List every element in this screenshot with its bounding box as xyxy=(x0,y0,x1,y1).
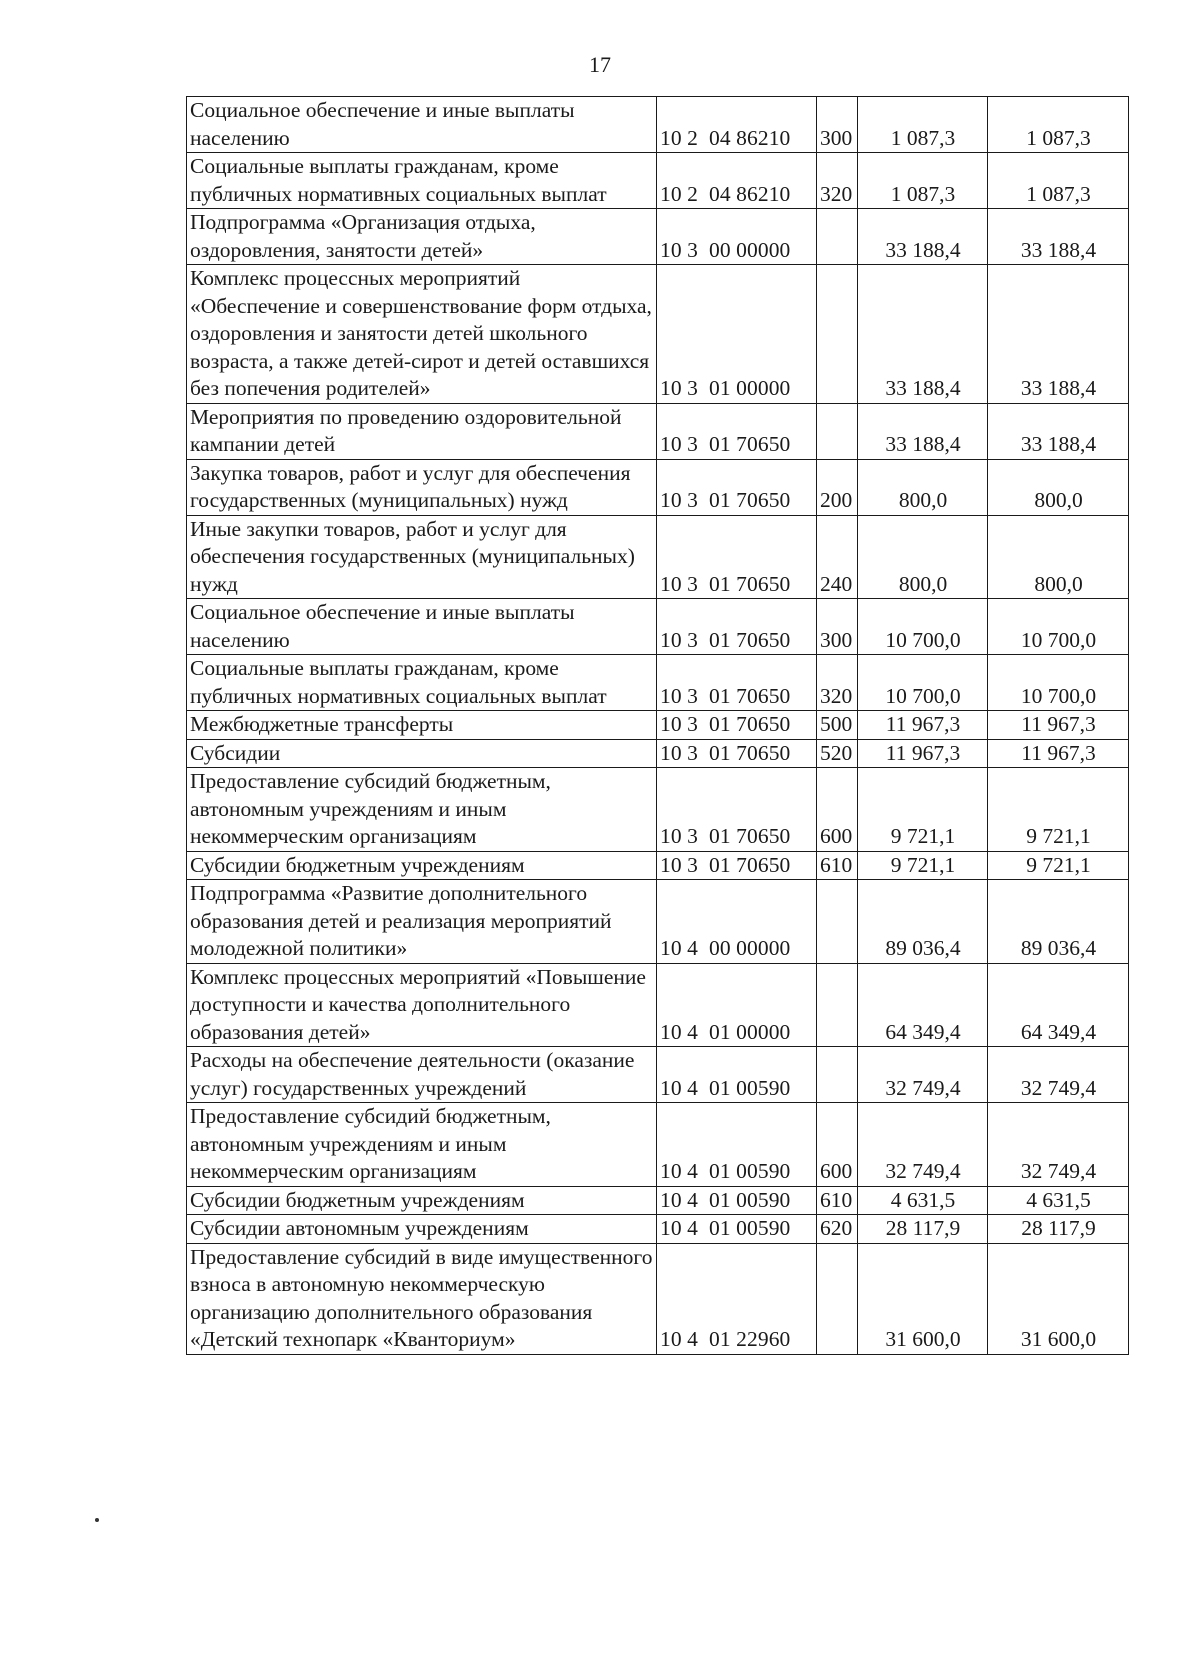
amount-year-2-cell: 9 721,1 xyxy=(988,768,1129,852)
table-row xyxy=(187,515,1129,599)
target-article-code-cell: 10 3 01 70650 xyxy=(657,459,817,515)
amount-year-1-cell: 33 188,4 xyxy=(858,265,988,404)
expense-type-code-cell xyxy=(817,880,858,964)
expense-type-code-cell: 520 xyxy=(817,739,858,768)
expense-type-code-cell: 320 xyxy=(817,655,858,711)
amount-year-1-cell: 64 349,4 xyxy=(858,963,988,1047)
expense-type-code-cell: 600 xyxy=(817,768,858,852)
expense-name-cell: Социальные выплаты гражданам, кроме публичных нормативных социальных выплат xyxy=(187,655,657,711)
amount-year-2-cell: 10 700,0 xyxy=(988,655,1129,711)
amount-year-2-cell: 89 036,4 xyxy=(988,880,1129,964)
expense-name-cell: Субсидии бюджетным учреждениям xyxy=(187,851,657,880)
expense-name-cell: Подпрограмма «Развитие дополнительного образования детей и реализация мероприятий молодежной политики» xyxy=(187,880,657,964)
expense-type-code-cell: 620 xyxy=(817,1215,858,1244)
table-row xyxy=(187,851,1129,880)
expense-type-code-cell: 500 xyxy=(817,711,858,740)
amount-year-1-cell: 800,0 xyxy=(858,515,988,599)
amount-year-2-cell: 1 087,3 xyxy=(988,153,1129,209)
amount-year-1-cell: 33 188,4 xyxy=(858,209,988,265)
amount-year-1-cell: 4 631,5 xyxy=(858,1186,988,1215)
budget-table xyxy=(186,96,1129,1355)
expense-name-cell: Предоставление субсидий бюджетным, автономным учреждениям и иным некоммерческим организациям xyxy=(187,1103,657,1187)
table-row xyxy=(187,711,1129,740)
amount-year-2-cell: 33 188,4 xyxy=(988,403,1129,459)
amount-year-2-cell: 800,0 xyxy=(988,459,1129,515)
expense-type-code-cell: 300 xyxy=(817,97,858,153)
table-row xyxy=(187,599,1129,655)
expense-name-cell: Субсидии xyxy=(187,739,657,768)
table-row xyxy=(187,1103,1129,1187)
expense-type-code-cell: 600 xyxy=(817,1103,858,1187)
table-row xyxy=(187,1215,1129,1244)
expense-type-code-cell xyxy=(817,1047,858,1103)
target-article-code-cell: 10 2 04 86210 xyxy=(657,153,817,209)
amount-year-1-cell: 11 967,3 xyxy=(858,711,988,740)
expense-name-cell: Мероприятия по проведению оздоровительной кампании детей xyxy=(187,403,657,459)
table-row xyxy=(187,880,1129,964)
table-row xyxy=(187,403,1129,459)
table-row xyxy=(187,265,1129,404)
amount-year-2-cell: 9 721,1 xyxy=(988,851,1129,880)
target-article-code-cell: 10 3 01 70650 xyxy=(657,739,817,768)
scan-speck xyxy=(95,1518,99,1522)
target-article-code-cell: 10 3 00 00000 xyxy=(657,209,817,265)
table-row xyxy=(187,655,1129,711)
expense-type-code-cell xyxy=(817,265,858,404)
amount-year-1-cell: 32 749,4 xyxy=(858,1103,988,1187)
expense-type-code-cell: 610 xyxy=(817,851,858,880)
target-article-code-cell: 10 3 01 00000 xyxy=(657,265,817,404)
page-number: 17 xyxy=(589,52,611,77)
expense-name-cell: Расходы на обеспечение деятельности (оказание услуг) государственных учреждений xyxy=(187,1047,657,1103)
amount-year-2-cell: 11 967,3 xyxy=(988,739,1129,768)
table-row xyxy=(187,768,1129,852)
amount-year-1-cell: 32 749,4 xyxy=(858,1047,988,1103)
target-article-code-cell: 10 3 01 70650 xyxy=(657,851,817,880)
expense-name-cell: Иные закупки товаров, работ и услуг для обеспечения государственных (муниципальных) нужд xyxy=(187,515,657,599)
target-article-code-cell: 10 3 01 70650 xyxy=(657,599,817,655)
expense-type-code-cell: 240 xyxy=(817,515,858,599)
table-row xyxy=(187,1243,1129,1354)
target-article-code-cell: 10 4 01 00590 xyxy=(657,1103,817,1187)
amount-year-2-cell: 28 117,9 xyxy=(988,1215,1129,1244)
expense-name-cell: Предоставление субсидий в виде имущественного взноса в автономную некоммерческую организацию дополнительного образования «Детский технопарк «Кванториум» xyxy=(187,1243,657,1354)
table-row xyxy=(187,209,1129,265)
amount-year-2-cell: 31 600,0 xyxy=(988,1243,1129,1354)
table-row xyxy=(187,153,1129,209)
expense-name-cell: Межбюджетные трансферты xyxy=(187,711,657,740)
table-row xyxy=(187,739,1129,768)
expense-name-cell: Социальные выплаты гражданам, кроме публичных нормативных социальных выплат xyxy=(187,153,657,209)
expense-name-cell: Субсидии бюджетным учреждениям xyxy=(187,1186,657,1215)
expense-name-cell: Предоставление субсидий бюджетным, автономным учреждениям и иным некоммерческим организациям xyxy=(187,768,657,852)
amount-year-2-cell: 10 700,0 xyxy=(988,599,1129,655)
amount-year-1-cell: 1 087,3 xyxy=(858,153,988,209)
expense-type-code-cell: 300 xyxy=(817,599,858,655)
amount-year-2-cell: 64 349,4 xyxy=(988,963,1129,1047)
expense-name-cell: Закупка товаров, работ и услуг для обеспечения государственных (муниципальных) нужд xyxy=(187,459,657,515)
expense-type-code-cell: 320 xyxy=(817,153,858,209)
target-article-code-cell: 10 3 01 70650 xyxy=(657,515,817,599)
amount-year-1-cell: 33 188,4 xyxy=(858,403,988,459)
amount-year-2-cell: 32 749,4 xyxy=(988,1103,1129,1187)
budget-table-body xyxy=(187,97,1129,1355)
target-article-code-cell: 10 4 01 00590 xyxy=(657,1215,817,1244)
amount-year-1-cell: 9 721,1 xyxy=(858,851,988,880)
expense-type-code-cell xyxy=(817,1243,858,1354)
expense-type-code-cell: 200 xyxy=(817,459,858,515)
amount-year-2-cell: 800,0 xyxy=(988,515,1129,599)
target-article-code-cell: 10 3 01 70650 xyxy=(657,711,817,740)
expense-type-code-cell xyxy=(817,209,858,265)
target-article-code-cell: 10 4 01 00590 xyxy=(657,1047,817,1103)
amount-year-1-cell: 9 721,1 xyxy=(858,768,988,852)
amount-year-2-cell: 32 749,4 xyxy=(988,1047,1129,1103)
amount-year-1-cell: 89 036,4 xyxy=(858,880,988,964)
target-article-code-cell: 10 3 01 70650 xyxy=(657,403,817,459)
amount-year-2-cell: 11 967,3 xyxy=(988,711,1129,740)
amount-year-1-cell: 10 700,0 xyxy=(858,655,988,711)
amount-year-1-cell: 800,0 xyxy=(858,459,988,515)
target-article-code-cell: 10 4 01 00000 xyxy=(657,963,817,1047)
table-row xyxy=(187,459,1129,515)
expense-name-cell: Субсидии автономным учреждениям xyxy=(187,1215,657,1244)
expense-type-code-cell xyxy=(817,403,858,459)
expense-name-cell: Социальное обеспечение и иные выплаты населению xyxy=(187,599,657,655)
target-article-code-cell: 10 4 01 00590 xyxy=(657,1186,817,1215)
table-row xyxy=(187,963,1129,1047)
target-article-code-cell: 10 3 01 70650 xyxy=(657,768,817,852)
target-article-code-cell: 10 4 01 22960 xyxy=(657,1243,817,1354)
table-row xyxy=(187,97,1129,153)
expense-name-cell: Социальное обеспечение и иные выплаты населению xyxy=(187,97,657,153)
amount-year-1-cell: 31 600,0 xyxy=(858,1243,988,1354)
amount-year-1-cell: 11 967,3 xyxy=(858,739,988,768)
expense-name-cell: Подпрограмма «Организация отдыха, оздоровления, занятости детей» xyxy=(187,209,657,265)
expense-name-cell: Комплекс процессных мероприятий «Обеспечение и совершенствование форм отдыха, оздоровления и занятости детей школьного возраста, а также детей-сирот и детей оставшихся без попечения родителей» xyxy=(187,265,657,404)
amount-year-1-cell: 10 700,0 xyxy=(858,599,988,655)
expense-type-code-cell xyxy=(817,963,858,1047)
table-row xyxy=(187,1047,1129,1103)
target-article-code-cell: 10 2 04 86210 xyxy=(657,97,817,153)
amount-year-2-cell: 1 087,3 xyxy=(988,97,1129,153)
amount-year-1-cell: 1 087,3 xyxy=(858,97,988,153)
target-article-code-cell: 10 4 00 00000 xyxy=(657,880,817,964)
amount-year-2-cell: 33 188,4 xyxy=(988,265,1129,404)
amount-year-2-cell: 33 188,4 xyxy=(988,209,1129,265)
target-article-code-cell: 10 3 01 70650 xyxy=(657,655,817,711)
expense-type-code-cell: 610 xyxy=(817,1186,858,1215)
amount-year-2-cell: 4 631,5 xyxy=(988,1186,1129,1215)
expense-name-cell: Комплекс процессных мероприятий «Повышение доступности и качества дополнительного образования детей» xyxy=(187,963,657,1047)
table-row xyxy=(187,1186,1129,1215)
amount-year-1-cell: 28 117,9 xyxy=(858,1215,988,1244)
